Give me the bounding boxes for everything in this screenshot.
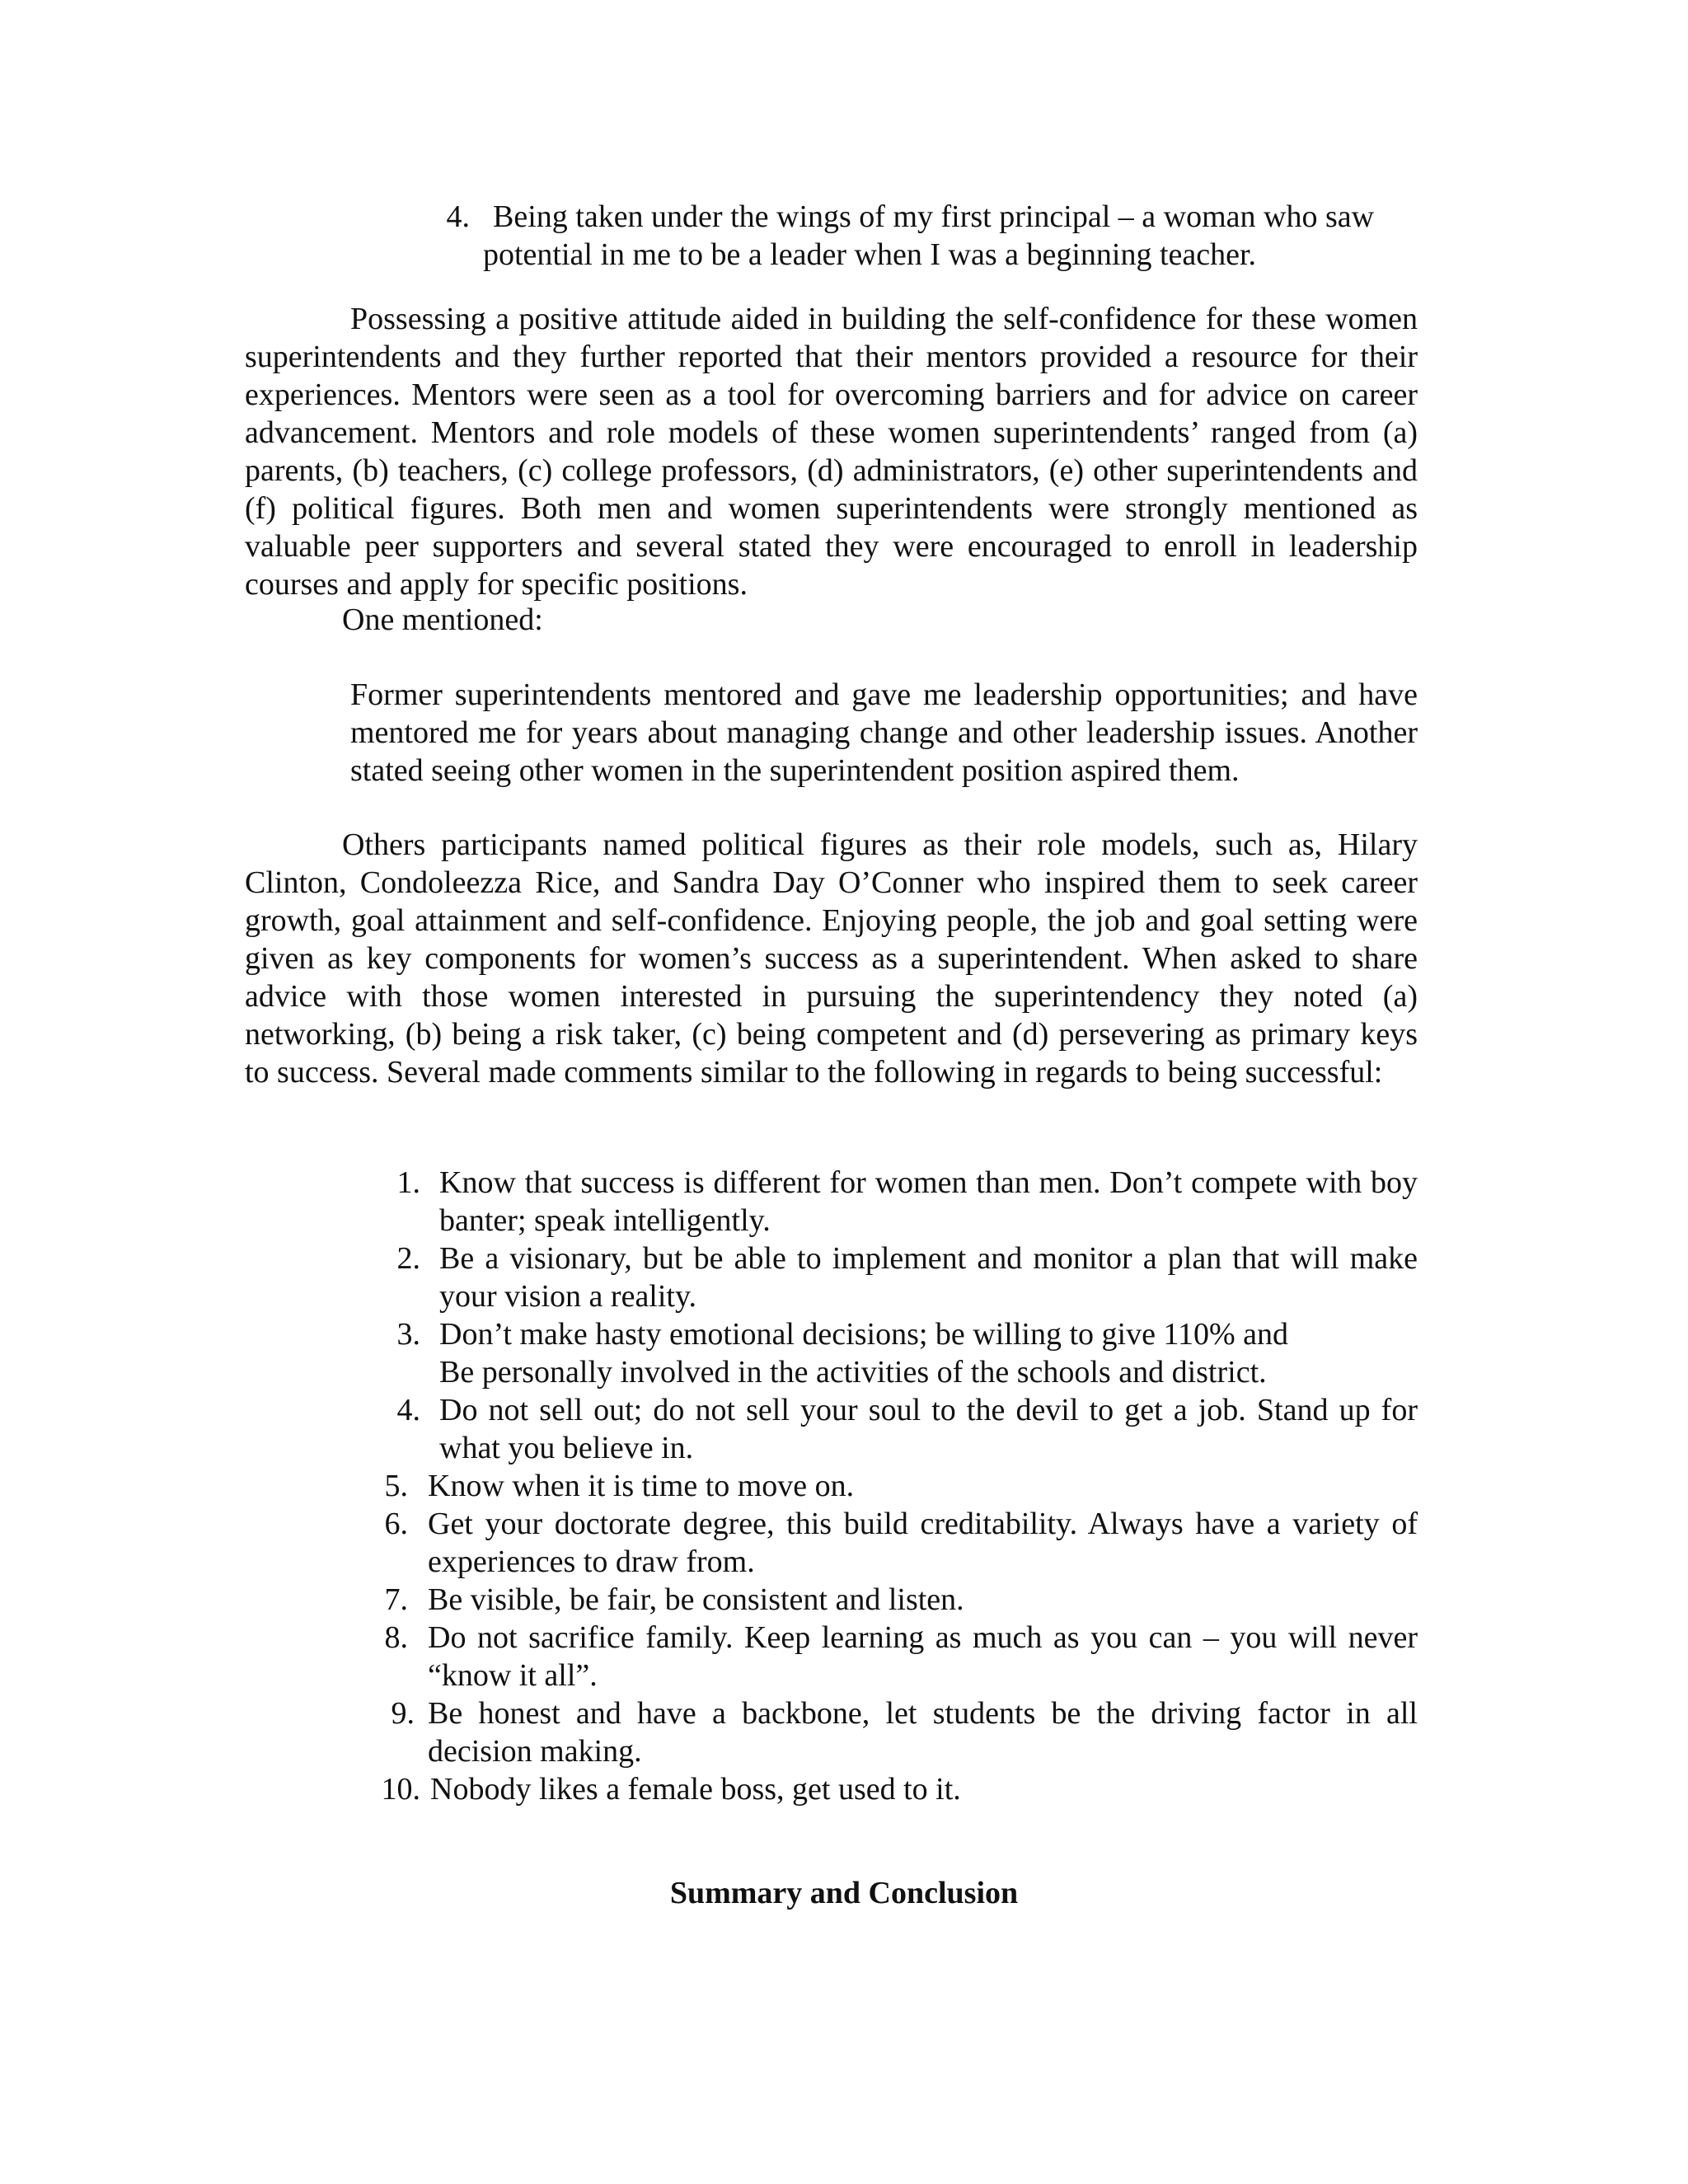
block-quote: Former superintendents mentored and gave me leadership opportunities; and have mentored me for years about managing change and other leadership issues. Another stated seeing other women in the superintendent position aspired them.	[350, 677, 1418, 788]
list-number: 4.	[396, 1393, 420, 1427]
list-text: Be a visionary, but be able to implement and monitor a plan that will make your vision a reality.	[439, 1241, 1418, 1314]
list-number: 9.	[391, 1696, 415, 1731]
list-text: Be honest and have a backbone, let students be the driving factor in all decision making.	[428, 1696, 1418, 1769]
list-number: 7.	[384, 1582, 408, 1617]
list-number: 3.	[396, 1317, 420, 1352]
list-item	[375, 1467, 1418, 1505]
list-number: 4.	[446, 199, 470, 234]
list-item	[375, 1240, 1418, 1315]
list-item	[375, 1581, 1418, 1619]
list-item	[375, 1694, 1418, 1770]
list-text: Do not sell out; do not sell your soul to the devil to get a job. Stand up for what you believe in.	[439, 1393, 1418, 1465]
top-list-item	[437, 198, 1418, 274]
list-item	[375, 1315, 1418, 1391]
list-item	[375, 1164, 1418, 1240]
list-number: 5.	[384, 1469, 408, 1503]
list-text: Be visible, be fair, be consistent and listen.	[428, 1582, 964, 1617]
list-text-line1: Don’t make hasty emotional decisions; be willing to give 110% and	[439, 1317, 1289, 1352]
list-number: 6.	[384, 1507, 408, 1541]
list-text: Know when it is time to move on.	[428, 1469, 855, 1503]
list-number: 10.	[381, 1772, 420, 1807]
list-number: 2.	[396, 1241, 420, 1276]
list-text-line2: potential in me to be a leader when I was a beginning teacher.	[483, 237, 1257, 272]
list-text: Know that success is different for women than men. Don’t compete with boy banter; speak intelligently.	[439, 1165, 1418, 1238]
list-text	[420, 1315, 1418, 1391]
list-item	[375, 1619, 1418, 1694]
body-paragraph-2: Others participants named political figures as their role models, such as, Hilary Clinton, Condoleezza Rice, and Sandra Day O’Conner who inspired them to seek career growth, goal attainment and self-confidence. Enjoying people, the job and goal setting were given as key components for women’s success as a superintendent. When asked to share advice with those women interested in pursuing the superintendency they noted (a) networking, (b) being a risk taker, (c) being competent and (d) persevering as primary keys to success. Several made comments similar to the following in regards to being successful:	[245, 827, 1418, 1090]
list-number: 8.	[384, 1620, 408, 1655]
one-mentioned-line: One mentioned:	[342, 602, 543, 637]
list-text-line2: Be personally involved in the activities of the schools and district.	[439, 1355, 1267, 1390]
list-item	[375, 1391, 1418, 1467]
body-paragraph-1: Possessing a positive attitude aided in building the self-confidence for these women superintendents and they further reported that their mentors provided a resource for their experiences. Mentors were seen as a tool for overcoming barriers and for advice on career advancement. Mentors and role models of these women superintendents’ ranged from (a) parents, (b) teachers, (c) college professors, (d) administrators, (e) other superintendents and (f) political figures. Both men and women superintendents were strongly mentioned as valuable peer supporters and several stated they were encouraged to enroll in leadership courses and apply for specific positions.	[245, 302, 1418, 602]
list-text	[470, 198, 1418, 274]
list-text: Get your doctorate degree, this build creditability. Always have a variety of experiences to draw from.	[428, 1507, 1418, 1579]
list-item	[375, 1770, 1418, 1808]
section-heading: Summary and Conclusion	[669, 1876, 1019, 1910]
list-text-line1: Being taken under the wings of my first principal – a woman who saw	[493, 199, 1375, 234]
list-text: Do not sacrifice family. Keep learning as much as you can – you will never “know it all”.	[428, 1620, 1418, 1693]
list-item	[375, 1505, 1418, 1581]
list-number: 1.	[396, 1165, 420, 1200]
list-text: Nobody likes a female boss, get used to it.	[430, 1772, 961, 1807]
